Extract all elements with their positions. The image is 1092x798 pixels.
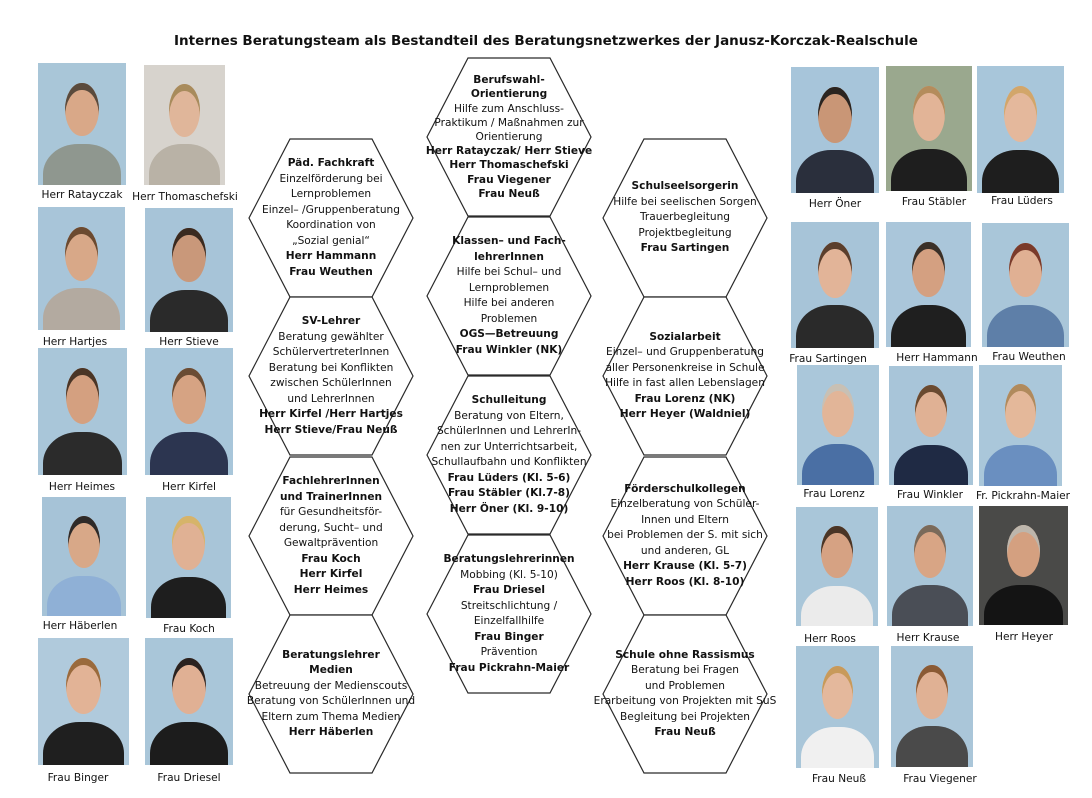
hexagon-line: Herr Heyer (Waldniel) [619, 408, 751, 420]
hexagon-line: Frau Lorenz (NK) [634, 392, 736, 405]
hexagon-line: Beratung bei Fragen [631, 664, 739, 676]
staff-name: Frau Sartingen [789, 353, 867, 365]
hexagon-line: OGS—Betreuung [459, 328, 559, 340]
person-torso [894, 445, 968, 485]
staff-photo [145, 348, 233, 475]
hexagon-line: aller Personenkreise in Schule [605, 361, 765, 374]
person-torso [801, 586, 873, 626]
person-face [916, 665, 947, 718]
person-face [68, 516, 100, 568]
hexagon-line: Frau Sartingen [640, 242, 730, 255]
hexagon-line: Gewaltprävention [283, 537, 379, 549]
staff-photo [982, 223, 1069, 347]
hexagon-line: Innen und Eltern [641, 513, 729, 526]
staff-name: Frau Winkler [896, 489, 964, 501]
person-torso [43, 288, 120, 330]
staff-name: Herr Häberlen [42, 620, 118, 632]
hexagon-line: Problemen [480, 312, 538, 325]
person-face [1007, 525, 1041, 577]
hexagon-line: Einzelfallhilfe [473, 615, 545, 627]
hexagon-line: und TrainerInnen [279, 490, 383, 503]
hexagon-line: Herr Häberlen [288, 726, 374, 738]
person-face [1009, 243, 1042, 298]
staff-name: Frau Stäbler [901, 196, 967, 208]
person-face [172, 658, 205, 714]
hexagon-line: Herr Stieve/Frau Neuß [264, 423, 398, 436]
person-torso [982, 150, 1059, 193]
hexagon-line: bei Problemen der S. mit sich [607, 529, 763, 542]
hexagon-line: Herr Krause (Kl. 5-7) [623, 560, 747, 573]
person-torso [984, 585, 1062, 625]
hexagon-line: Herr Öner (Kl. 9-10) [449, 502, 569, 515]
hexagon-line: Beratungslehrer [282, 648, 380, 661]
hexagon-line: lehrerInnen [474, 250, 544, 263]
hexagon-line: nen zur Unterrichtsarbeit, [440, 440, 578, 453]
hexagon-line: Lernproblemen [468, 281, 550, 294]
hexagon-line: Streitschlichtung / [460, 599, 558, 612]
staff-photo [886, 66, 972, 191]
staff-name: Herr Heimes [48, 481, 116, 493]
hexagon-line: Koordination von [286, 219, 376, 231]
person-face [822, 384, 853, 437]
hexagon-line: Hilfe bei Schul– und [456, 266, 562, 278]
hexagon-line: Frau Winkler (NK) [455, 343, 563, 356]
staff-photo [796, 646, 879, 768]
staff-photo [979, 506, 1068, 625]
person-torso [150, 290, 227, 332]
hexagon-line: Einzel– /Gruppenberatung [262, 203, 400, 216]
hexagon-2-text [231, 156, 431, 280]
staff-photo [979, 365, 1062, 486]
person-face [172, 368, 205, 424]
staff-photo [791, 222, 879, 348]
staff-name: Frau Weuthen [992, 351, 1066, 363]
staff-name: Frau Koch [163, 623, 215, 635]
person-face [818, 242, 851, 297]
staff-photo [144, 65, 225, 185]
hexagon-line: Einzelberatung von Schüler- [610, 498, 760, 511]
staff-name: Herr Hartjes [42, 336, 108, 348]
hexagon-line: Herr Thomaschefski [449, 159, 569, 172]
person-torso [802, 444, 874, 485]
person-torso [150, 722, 227, 765]
staff-name: Frau Viegener [903, 773, 977, 785]
person-torso [892, 585, 968, 626]
hexagon-line: und LehrerInnen [287, 392, 375, 405]
hexagon-4-text [409, 234, 609, 358]
hexagon-line: Erarbeitung von Projekten mit SuS [593, 695, 777, 707]
person-torso [987, 305, 1064, 347]
staff-name: Frau Binger [47, 772, 109, 784]
person-face [912, 242, 944, 297]
staff-photo [145, 638, 233, 765]
hexagon-line: SchülerInnen und LehrerIn- [436, 425, 582, 437]
person-face [818, 87, 851, 142]
staff-photo [889, 366, 973, 485]
hexagon-line: Herr Heimes [293, 583, 369, 596]
hexagon-line: Hilfe zum Anschluss- [454, 102, 564, 115]
hexagon-line: Beratungslehrerinnen [443, 553, 575, 565]
hexagon-line: Begleitung bei Projekten [620, 710, 750, 723]
hexagon-line: derung, Sucht– und [279, 521, 383, 534]
person-face [1005, 384, 1037, 437]
staff-name: Herr Krause [896, 632, 960, 644]
hexagon-line: Päd. Fachkraft [287, 157, 375, 169]
hexagon-line: Herr Kirfel /Herr Hartjes [259, 408, 403, 420]
person-face [913, 86, 946, 141]
staff-name: Frau Neuß [811, 773, 867, 785]
hexagon-line: Frau Neuß [478, 187, 540, 200]
staff-photo [146, 497, 231, 618]
staff-photo [796, 507, 878, 626]
hexagon-line: Förderschulkollegen [624, 482, 746, 495]
hexagon-line: für Gesundheitsför- [279, 506, 383, 518]
staff-photo [887, 506, 973, 626]
person-face [914, 525, 947, 578]
person-torso [796, 150, 873, 193]
staff-name: Frau Driesel [157, 772, 221, 784]
hexagon-line: Beratung bei Konflikten [268, 361, 394, 374]
person-torso [151, 577, 226, 618]
hexagon-line: Prävention [480, 646, 538, 658]
hexagon-line: Einzel– und Gruppenberatung [606, 346, 764, 358]
person-torso [984, 445, 1057, 486]
hexagon-line: Herr Ratayczak/ Herr Stieve [425, 145, 593, 158]
person-torso [149, 144, 220, 185]
staff-photo [145, 208, 233, 332]
hexagon-line: Praktikum / Maßnahmen zur [434, 116, 584, 129]
staff-name: Herr Stieve [159, 336, 219, 348]
staff-photo [797, 365, 879, 485]
staff-name: Frau Lüders [991, 195, 1053, 207]
hexagon-line: Beratung von SchülerInnen und [246, 695, 416, 707]
hexagon-line: SchülervertreterInnen [272, 346, 390, 358]
staff-name: Herr Kirfel [162, 481, 216, 493]
person-face [65, 227, 98, 281]
person-torso [891, 149, 967, 192]
person-face [66, 368, 100, 424]
hexagon-11-text [231, 648, 431, 741]
hexagon-line: und Problemen [644, 679, 726, 692]
person-torso [896, 726, 968, 767]
hexagon-line: Eltern zum Thema Medien [261, 710, 401, 723]
staff-name: Fr. Pickrahn-Maier [975, 490, 1071, 502]
hexagon-line: Frau Neuß [654, 726, 716, 738]
person-face [66, 658, 101, 714]
hexagon-line: Frau Viegener [467, 173, 551, 186]
hexagon-line: Orientierung [470, 88, 548, 101]
hexagon-line: „Sozial genial“ [292, 234, 370, 247]
hexagon-line: Einzelförderung bei [279, 172, 383, 185]
staff-photo [38, 348, 127, 475]
staff-photo [42, 497, 126, 616]
hexagon-line: Trauerbegleitung [639, 211, 731, 224]
hexagon-line: Hilfe bei anderen [463, 297, 555, 309]
person-face [822, 666, 854, 720]
hexagon-line: Frau Pickrahn-Maier [448, 661, 570, 674]
person-face [169, 84, 200, 137]
staff-name: Herr Heyer [994, 631, 1053, 643]
hexagon-line: Herr Roos (Kl. 8-10) [625, 575, 745, 588]
hexagon-line: Schulleitung [471, 394, 547, 406]
hexagon-line: Schullaufbahn und Konflikten [431, 456, 587, 468]
hexagon-line: Beratung gewählter [278, 330, 384, 343]
staff-name: Herr Öner [808, 198, 862, 210]
hexagon-12-text [585, 648, 785, 741]
hexagon-line: Medien [309, 664, 353, 676]
staff-name: Frau Lorenz [803, 488, 865, 500]
hexagon-line: Schulseelsorgerin [631, 180, 739, 193]
hexagon-line: und anderen, GL [640, 544, 730, 557]
hexagon-7-text [409, 393, 609, 517]
staff-photo [891, 646, 973, 767]
staff-photo [38, 63, 126, 185]
hexagon-line: Frau Driesel [472, 584, 546, 596]
hexagon-line: SV-Lehrer [301, 315, 361, 327]
hexagon-line: Frau Lüders (Kl. 5-6) [447, 471, 571, 484]
hexagon-line: Berufswahl- [473, 74, 545, 87]
hexagon-3-text [585, 179, 785, 257]
person-face [1004, 86, 1037, 142]
person-torso [801, 727, 874, 768]
person-face [172, 228, 205, 283]
hexagon-line: Lernproblemen [290, 188, 372, 200]
person-torso [43, 722, 123, 765]
person-torso [150, 432, 227, 475]
staff-photo [791, 67, 879, 193]
person-torso [796, 305, 873, 348]
staff-photo [886, 222, 971, 347]
hexagon-line: Frau Binger [474, 630, 544, 643]
hexagon-line: Hilfe bei seelischen Sorgen [613, 195, 757, 208]
hexagon-line: Herr Hammann [285, 250, 377, 262]
staff-name: Herr Roos [804, 633, 856, 645]
hexagon-8-text [231, 474, 431, 598]
hexagon-line: Hilfe in fast allen Lebenslagen [605, 377, 765, 389]
hexagon-line: Frau Koch [301, 552, 361, 565]
hexagon-line: Projektbegleitung [638, 226, 732, 239]
hexagon-line: zwischen SchülerInnen [270, 377, 392, 389]
hexagon-1-text [409, 73, 609, 201]
hexagon-line: Beratung von Eltern, [454, 409, 564, 422]
staff-name: Herr Ratayczak [41, 189, 123, 201]
page-title: Internes Beratungsteam als Bestandteil des Beratungsnetzwerkes der Janusz-Korczak-Realschule [174, 33, 918, 49]
hexagon-line: Herr Kirfel [299, 568, 363, 580]
person-face [821, 526, 852, 578]
hexagon-line: Klassen– und Fach- [452, 235, 566, 247]
staff-photo [977, 66, 1064, 193]
staff-name: Herr Hammann [896, 352, 978, 364]
person-torso [47, 576, 121, 616]
hexagon-9-text [585, 482, 785, 591]
hexagon-10-text [409, 552, 609, 676]
hexagon-6-text [585, 330, 785, 423]
staff-photo [38, 638, 129, 765]
hexagon-line: Schule ohne Rassismus [615, 648, 755, 661]
hexagon-line: Betreuung der Medienscouts [254, 679, 408, 692]
hexagon-line: Frau Stäbler (Kl.7-8) [447, 487, 570, 499]
person-torso [43, 144, 120, 185]
person-torso [43, 432, 121, 475]
person-face [65, 83, 98, 137]
hexagon-line: Orientierung [475, 130, 543, 143]
staff-name: Herr Thomaschefski [132, 191, 238, 203]
person-face [915, 385, 947, 437]
hexagon-line: Sozialarbeit [649, 330, 721, 343]
hexagon-line: Mobbing (Kl. 5-10) [460, 568, 558, 581]
hexagon-5-text [231, 314, 431, 438]
hexagon-line: FachlehrerInnen [282, 475, 380, 487]
staff-photo [38, 207, 125, 330]
hexagon-line: Frau Weuthen [289, 265, 373, 278]
person-torso [891, 305, 966, 348]
person-face [172, 516, 204, 569]
